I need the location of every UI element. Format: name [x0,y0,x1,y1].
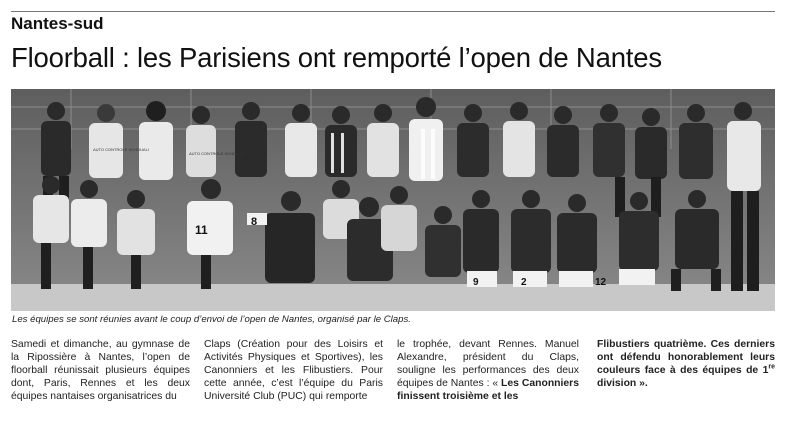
body-text [597,339,775,391]
shirt-sponsor-text: AUTO CONTROLE SCHOUALI [93,147,149,152]
body-column-2 [204,339,383,404]
jersey-number: 8 [251,216,258,228]
body-column-4 [597,339,775,391]
body-column-1 [11,339,190,404]
body-text [397,339,579,404]
team-photo [11,89,775,311]
shirt-sponsor-text: AUTO CONTROLE SCHOUALI [189,151,245,156]
quote-close: ». [636,377,648,389]
section-label: Nantes-sud [11,14,104,33]
quote-bold-end: division [597,377,637,389]
header-rule [11,11,775,12]
body-column-3 [397,339,579,404]
photo-caption: Les équipes se sont réunies avant le coup d’envoi de l’open de Nantes, organisé par le Claps. [12,314,411,325]
quote-bold: Les Canonniers finissent troisième et les [397,377,579,402]
article-headline: Floorball : les Parisiens ont remporté l’open de Nantes [11,42,662,73]
ordinal-superscript: re [768,363,775,371]
body-text: Samedi et dimanche, au gymnase de la Ripossière à Nantes, l’open de floorball réunissait plusieurs équipes dont, Paris, Rennes et les deux équipes nantaises organisatrices du [11,339,190,402]
jersey-number: 11 [195,223,208,237]
jersey-number: 2 [521,277,527,288]
jersey-number: 9 [473,277,479,288]
jersey-number: 12 [595,277,607,288]
body-text: Claps (Création pour des Loisirs et Activités Physiques et Sportives), les Canonniers et les Flibustiers. Pour cette année, c’est l’équipe du Paris Université Club (PUC) qui remporte [204,339,383,402]
body-text-plain: le trophée, devant Rennes. Manuel Alexandre, président du Claps, souligne les performances des deux équipes de Nantes : « [397,339,579,389]
quote-bold: Flibustiers quatrième. Ces derniers ont défendu honorablement leurs couleurs face à des équipes de 1 [597,339,775,376]
